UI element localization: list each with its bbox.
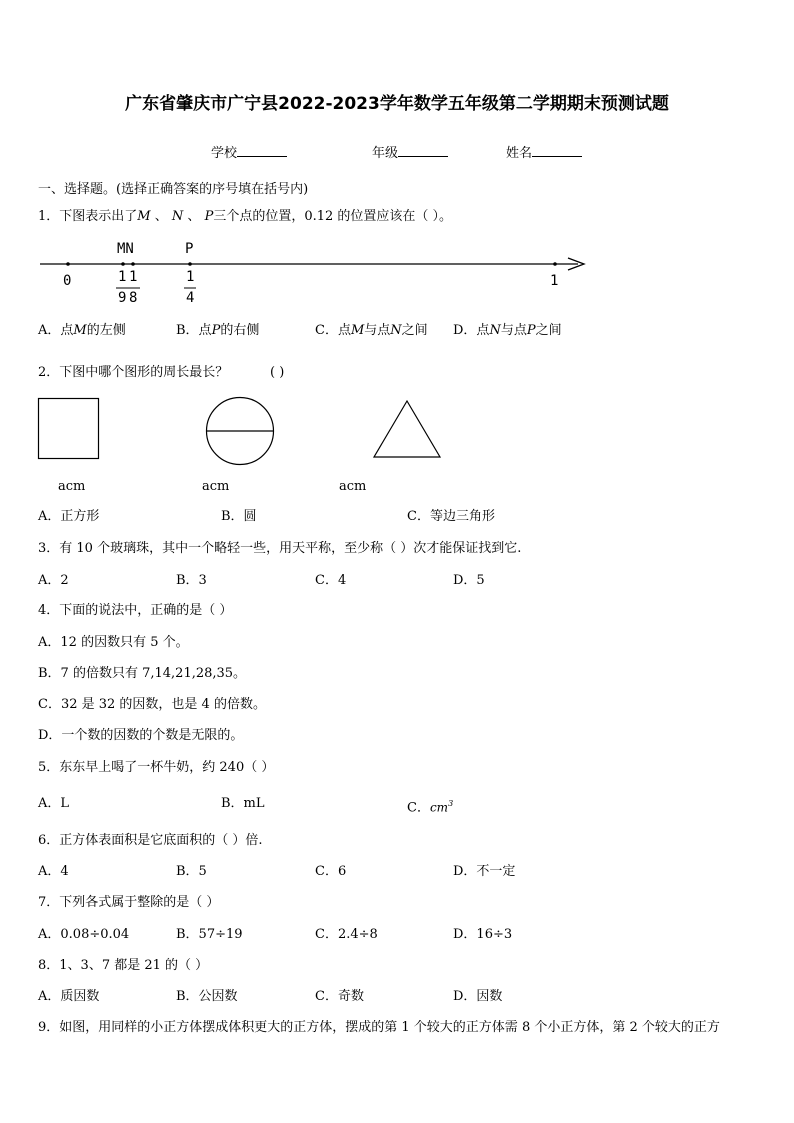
q1-n: N (171, 209, 184, 224)
q4-option-b[interactable]: B．7 的倍数只有 7,14,21,28,35。 (38, 666, 247, 681)
q3-stem: 3．有 10 个玻璃珠，其中一个略轻一些，用天平称，至少称（ ）次才能保证找到它. (38, 541, 522, 556)
q7-option-c[interactable]: C．2.4÷8 (315, 927, 378, 942)
frac-p-den: 4 (186, 290, 195, 306)
q2-option-c[interactable]: C．等边三角形 (407, 509, 495, 524)
q3-option-a[interactable]: A．2 (38, 573, 69, 588)
q5-option-b[interactable]: B．mL (221, 796, 265, 811)
frac-p-num: 1 (186, 269, 195, 285)
q1-stem (38, 209, 452, 225)
q8-option-d[interactable]: D．因数 (453, 989, 503, 1004)
q1-opt-c-m: M (350, 323, 365, 338)
q1-opt-a-text: A．点 (38, 323, 74, 338)
square-shape (39, 399, 99, 459)
q7-option-d[interactable]: D．16÷3 (453, 927, 513, 942)
q1-opt-a-m: M (73, 323, 87, 338)
q1-sep1: 、 (154, 209, 168, 224)
q7-stem: 7．下列各式属于整除的是（ ） (38, 895, 220, 910)
q2-stem: 2．下图中哪个图形的周长最长？ (38, 365, 229, 380)
q6-option-b[interactable]: B．5 (176, 864, 207, 879)
school-field (211, 143, 287, 162)
q1-sep2: 、 (187, 209, 201, 224)
grade-label: 年级 (372, 146, 399, 161)
tick-zero (66, 262, 70, 266)
q9-stem: 9．如图，用同样的小正方体摆成体积更大的正方体，摆成的第 1 个较大的正方体需 8 个小正方体，第 2 个较大的正方 (38, 1020, 720, 1035)
q8-option-b[interactable]: B．公因数 (176, 989, 238, 1004)
label-one: 1 (550, 273, 559, 289)
tick-p (188, 262, 192, 266)
q3-option-b[interactable]: B．3 (176, 573, 207, 588)
q3-option-d[interactable]: D．5 (453, 573, 485, 588)
q1-p: P (204, 209, 214, 224)
section-heading: 一、选择题。(选择正确答案的序号填在括号内) (38, 182, 309, 197)
q1-stem-a: 1．下图表示出了 (38, 209, 138, 224)
school-label: 学校 (211, 146, 238, 161)
q2-option-a[interactable]: A．正方形 (38, 509, 100, 524)
q6-option-a[interactable]: A．4 (38, 864, 69, 879)
name-label: 姓名 (506, 146, 533, 161)
q5-opt-c-text: C． (407, 800, 430, 816)
square-label: acm (58, 479, 86, 494)
q5-exp: 3 (448, 799, 454, 808)
frac-n-num: 1 (129, 269, 138, 285)
triangle-shape (374, 401, 440, 457)
q4-option-a[interactable]: A．12 的因数只有 5 个。 (38, 635, 189, 650)
name-field (506, 143, 582, 162)
q8-stem: 8．1、3、7 都是 21 的（ ） (38, 958, 209, 973)
q2-paren: ( ) (270, 365, 285, 380)
q1-opt-b-p: P (211, 323, 221, 338)
tick-n (131, 262, 135, 266)
q1-opt-a-text2: 的左侧 (86, 323, 126, 338)
q7-option-b[interactable]: B．57÷19 (176, 927, 243, 942)
circle-label: acm (202, 479, 230, 494)
q2-shapes (0, 390, 794, 470)
q1-opt-d-text: D．点 (453, 323, 490, 338)
q4-stem: 4．下面的说法中，正确的是（ ） (38, 603, 233, 618)
school-blank (237, 143, 287, 157)
q1-opt-d-n: N (489, 323, 501, 338)
triangle-label: acm (339, 479, 367, 494)
q1-opt-b-text: B．点 (176, 323, 212, 338)
label-mn: MN (117, 241, 134, 257)
q6-option-c[interactable]: C．6 (315, 864, 347, 879)
q1-opt-d-p: P (526, 323, 536, 338)
q3-option-c[interactable]: C．4 (315, 573, 347, 588)
frac-n-den: 8 (129, 290, 138, 306)
q1-opt-d-text3: 之间 (535, 323, 562, 338)
q1-opt-c-text3: 之间 (401, 323, 428, 338)
name-blank (532, 143, 582, 157)
q1-opt-c-n: N (390, 323, 402, 338)
grade-blank (398, 143, 448, 157)
q4-option-d[interactable]: D．一个数的因数的个数是无限的。 (38, 728, 244, 743)
q5-cm: cm (429, 800, 449, 815)
label-p: P (185, 241, 194, 257)
q2-option-b[interactable]: B．圆 (221, 509, 257, 524)
q1-option-a[interactable] (38, 323, 126, 339)
page-title: 广东省肇庆市广宁县2022-2023学年数学五年级第二学期期末预测试题 (125, 94, 669, 114)
q1-opt-d-text2: 与点 (500, 323, 527, 338)
q1-option-b[interactable] (176, 323, 259, 339)
frac-m-num: 1 (118, 269, 127, 285)
q5-option-c[interactable] (407, 796, 453, 816)
tick-m (121, 262, 125, 266)
q1-opt-b-text2: 的右侧 (220, 323, 260, 338)
q1-stem-b: 三个点的位置，0.12 的位置应该在（ ）。 (213, 209, 453, 224)
q1-opt-c-text: C．点 (315, 323, 351, 338)
q1-opt-c-text2: 与点 (364, 323, 391, 338)
q4-option-c[interactable]: C．32 是 32 的因数，也是 4 的倍数。 (38, 697, 266, 712)
frac-m-den: 9 (118, 290, 127, 306)
q8-option-a[interactable]: A．质因数 (38, 989, 100, 1004)
q6-stem: 6．正方体表面积是它底面积的（ ）倍. (38, 833, 263, 848)
grade-field (372, 143, 448, 162)
q6-option-d[interactable]: D．不一定 (453, 864, 516, 879)
q1-option-d[interactable] (453, 323, 562, 339)
q7-option-a[interactable]: A．0.08÷0.04 (38, 927, 130, 942)
label-zero: 0 (63, 273, 72, 289)
tick-one (553, 262, 557, 266)
q1-option-c[interactable] (315, 323, 428, 339)
q8-option-c[interactable]: C．奇数 (315, 989, 364, 1004)
q5-stem: 5．东东早上喝了一杯牛奶，约 240（ ） (38, 760, 275, 775)
q5-option-a[interactable]: A．L (38, 796, 70, 811)
q1-m: M (137, 209, 151, 224)
